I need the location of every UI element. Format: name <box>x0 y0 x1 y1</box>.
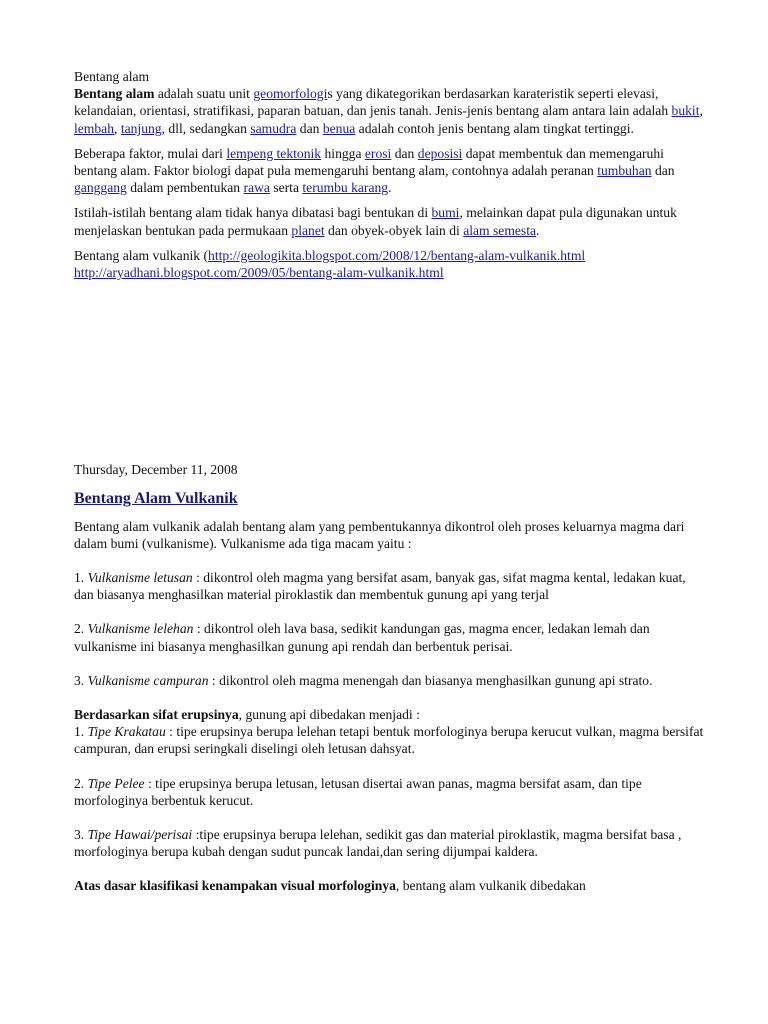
morfologi-paragraph: Atas dasar klasifikasi kenampakan visual morfologinya, bentang alam vulkanik dibedakan <box>74 878 586 894</box>
link-ganggang[interactable]: ganggang <box>74 180 127 196</box>
link-alam-semesta[interactable]: alam semesta <box>463 222 537 238</box>
link-tanjung[interactable]: tanjung <box>120 120 162 136</box>
paragraph-terms: Istilah-istilah bentang alam tidak hanya dibatasi bagi bentukan di bumi, melainkan dapat pula digunakan untuk menjelaskan bentukan pada permukaan planet dan obyek-obyek lain di alam semesta. <box>74 205 677 238</box>
vulkanisme-item-1: 1. Vulkanisme letusan : dikontrol oleh magma yang bersifat asam, banyak gas, sifat magma kental, ledakan kuat, dan biasanya menghasilkan material piroklastik dan membentuk gunung api yang terjal <box>74 570 686 603</box>
link-terumbu-karang[interactable]: terumbu karang <box>302 180 389 196</box>
link-tumbuhan[interactable]: tumbuhan <box>597 163 652 179</box>
link-lempeng-tektonik[interactable]: lempeng tektonik <box>226 145 322 161</box>
document-page <box>74 68 704 895</box>
link-rawa[interactable]: rawa <box>243 180 270 196</box>
link-planet[interactable]: planet <box>291 222 325 238</box>
erupsi-heading: Berdasarkan sifat erupsinya, gunung api dibedakan menjadi : <box>74 707 420 723</box>
source-link-aryadhani[interactable]: http://aryadhani.blogspot.com/2009/05/bentang-alam-vulkanik.html <box>74 265 444 281</box>
link-samudra[interactable]: samudra <box>250 120 297 136</box>
tipe-item-2: 2. Tipe Pelee : tipe erupsinya berupa letusan, letusan disertai awan panas, magma bersifat asam, dan tipe morfologinya berbentuk kerucut. <box>74 775 642 808</box>
vulkanisme-item-2: 2. Vulkanisme lelehan : dikontrol oleh lava basa, sedikit kandungan gas, magma encer, ledakan lemah dan vulkanisme ini biasanya menghasilkan gunung api rendah dan berbentuk perisai. <box>74 621 650 654</box>
link-bukit[interactable]: bukit <box>671 103 700 119</box>
link-benua[interactable]: benua <box>322 120 356 136</box>
tipe-item-1: 1. Tipe Krakatau : tipe erupsinya berupa lelehan tetapi bentuk morfologinya berupa kerucut vulkan, magma bersifat campuran, dan erupsi seringkali diselingi oleh letusan dahsyat. <box>74 724 704 757</box>
vulkanisme-item-3: 3. Vulkanisme campuran : dikontrol oleh magma menengah dan biasanya menghasilkan gunung api strato. <box>74 672 653 688</box>
link-erosi[interactable]: erosi <box>364 145 392 161</box>
section-heading: Bentang alam <box>74 69 150 84</box>
tipe-item-3: 3. Tipe Hawai/perisai :tipe erupsinya berupa lelehan, sedikit gas dan material piroklastik, magma bersifat basa , morfologinya berupa kubah dengan sudut puncak landai,dan sering dijumpai kaldera. <box>74 827 682 860</box>
link-bumi[interactable]: bumi <box>431 205 460 221</box>
post-title-link[interactable]: Bentang Alam Vulkanik <box>74 490 238 508</box>
link-deposisi[interactable]: deposisi <box>417 145 463 161</box>
link-lembah[interactable]: lembah <box>74 120 115 136</box>
source-link-geologikita[interactable]: http://geologikita.blogspot.com/2008/12/bentang-alam-vulkanik.html <box>208 247 586 263</box>
link-geomorfologi[interactable]: geomorfologi <box>253 86 328 102</box>
paragraph-factors: Beberapa faktor, mulai dari lempeng tektonik hingga erosi dan deposisi dapat membentuk dan memengaruhi bentang alam. Faktor biologi dapat pula memengaruhi bentang alam, contohnya adalah peranan tumbuhan dan ganggang dalam pembentukan rawa serta terumbu karang. <box>74 145 675 196</box>
paragraph-sources: Bentang alam vulkanik (http://geologikita.blogspot.com/2008/12/bentang-alam-vulkanik.html http://aryadhani.blogspot.com/2009/05/bentang-alam-vulkanik.html <box>74 247 586 281</box>
post-date: Thursday, December 11, 2008 <box>74 462 238 478</box>
paragraph-definition: Bentang alam adalah suatu unit geomorfologis yang dikategorikan berdasarkan karateristik seperti elevasi, kelandaian, orientasi, stratifikasi, paparan batuan, dan jenis tanah. Jenis-jenis bentang alam antara lain adalah bukit, lembah, tanjung, dll, sedangkan samudra dan benua adalah contoh jenis bentang alam tingkat tertinggi. <box>74 86 703 136</box>
bold-term: Bentang alam <box>74 86 155 102</box>
post-intro: Bentang alam vulkanik adalah bentang alam yang pembentukannya dikontrol oleh proses keluarnya magma dari dalam bumi (vulkanisme). Vulkanisme ada tiga macam yaitu : <box>74 518 685 551</box>
